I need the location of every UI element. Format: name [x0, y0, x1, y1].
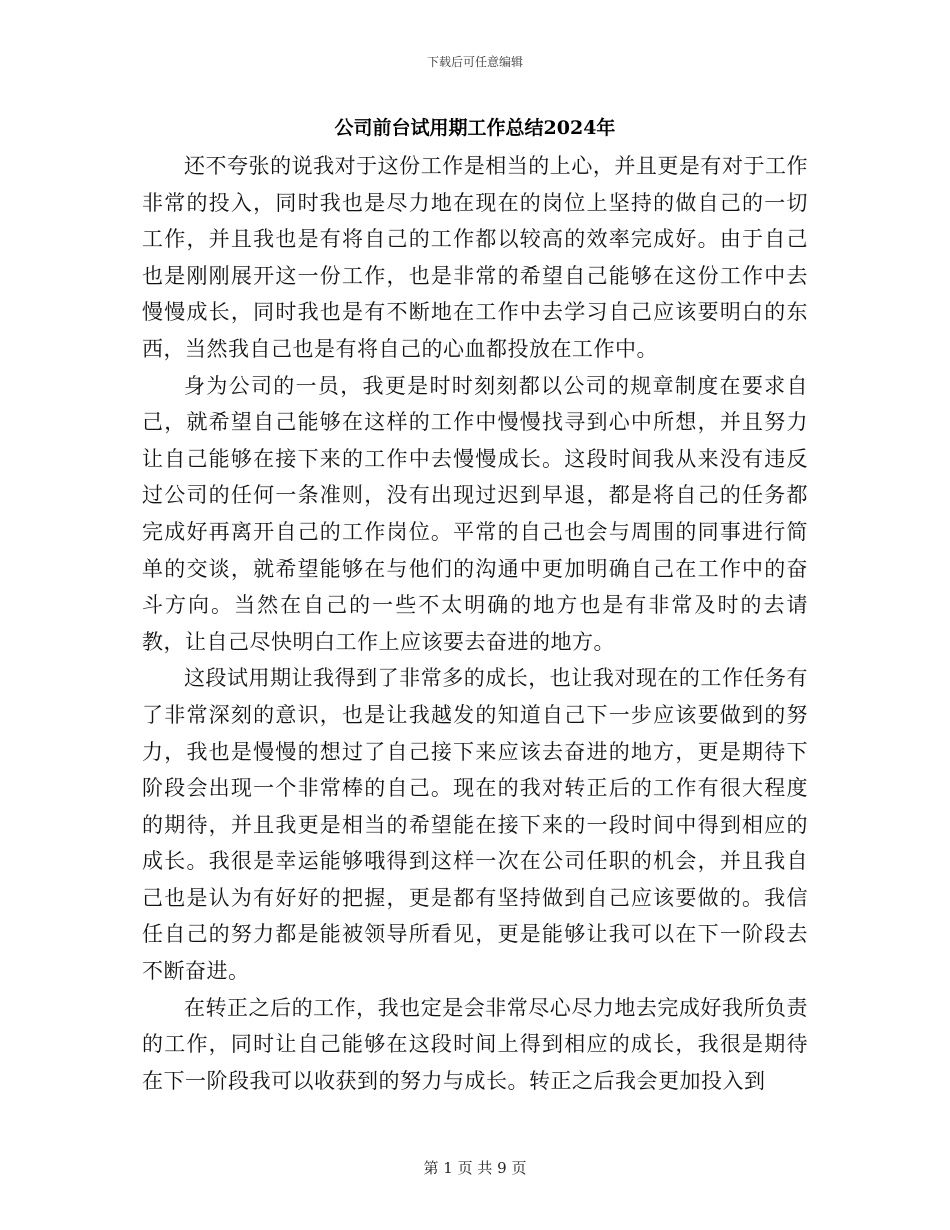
- paragraph-4: 在转正之后的工作，我也定是会非常尽心尽力地去完成好我所负责的工作，同时让自己能够在这段时间上得到相应的成长，我很是期待在下一阶段我可以收获到的努力与成长。转正之后我会更加投入到: [142, 995, 808, 1093]
- paragraph-1: 还不夸张的说我对于这份工作是相当的上心，并且更是有对于工作非常的投入，同时我也是尽力地在现在的岗位上坚持的做自己的一切工作，并且我也是有将自己的工作都以较高的效率完成好。由于自己也是刚刚展开这一份工作，也是非常的希望自己能够在这份工作中去慢慢成长，同时我也是有不断地在工作中去学习自己应该要明白的东西，当然我自己也是有将自己的心血都投放在工作中。: [142, 154, 808, 361]
- header-note: 下载后可任意编辑: [426, 55, 523, 69]
- document-title: 公司前台试用期工作总结2024年: [334, 117, 616, 139]
- paragraph-2: 身为公司的一员，我更是时时刻刻都以公司的规章制度在要求自己，就希望自己能够在这样的工作中慢慢找寻到心中所想，并且努力让自己能够在接下来的工作中去慢慢成长。这段时间我从来没有违反过公司的任何一条准则，没有出现过迟到早退，都是将自己的任务都完成好再离开自己的工作岗位。平常的自己也会与周围的同事进行简单的交谈，就希望能够在与他们的沟通中更加明确自己在工作中的奋斗方向。当然在自己的一些不太明确的地方也是有非常及时的去请教，让自己尽快明白工作上应该要去奋进的地方。: [142, 373, 808, 654]
- paragraph-3: 这段试用期让我得到了非常多的成长，也让我对现在的工作任务有了非常深刻的意识，也是让我越发的知道自己下一步应该要做到的努力，我也是慢慢的想过了自己接下来应该去奋进的地方，更是期待下阶段会出现一个非常棒的自己。现在的我对转正后的工作有很大程度的期待，并且我更是相当的希望能在接下来的一段时间中得到相应的成长。我很是幸运能够哦得到这样一次在公司任职的机会，并且我自己也是认为有好好的把握，更是都有坚持做到自己应该要做的。我信任自己的努力都是能被领导所看见，更是能够让我可以在下一阶段去不断奋进。: [142, 666, 808, 984]
- page-footer: 第 1 页 共 9 页: [423, 1159, 527, 1177]
- document-body: [142, 148, 808, 1099]
